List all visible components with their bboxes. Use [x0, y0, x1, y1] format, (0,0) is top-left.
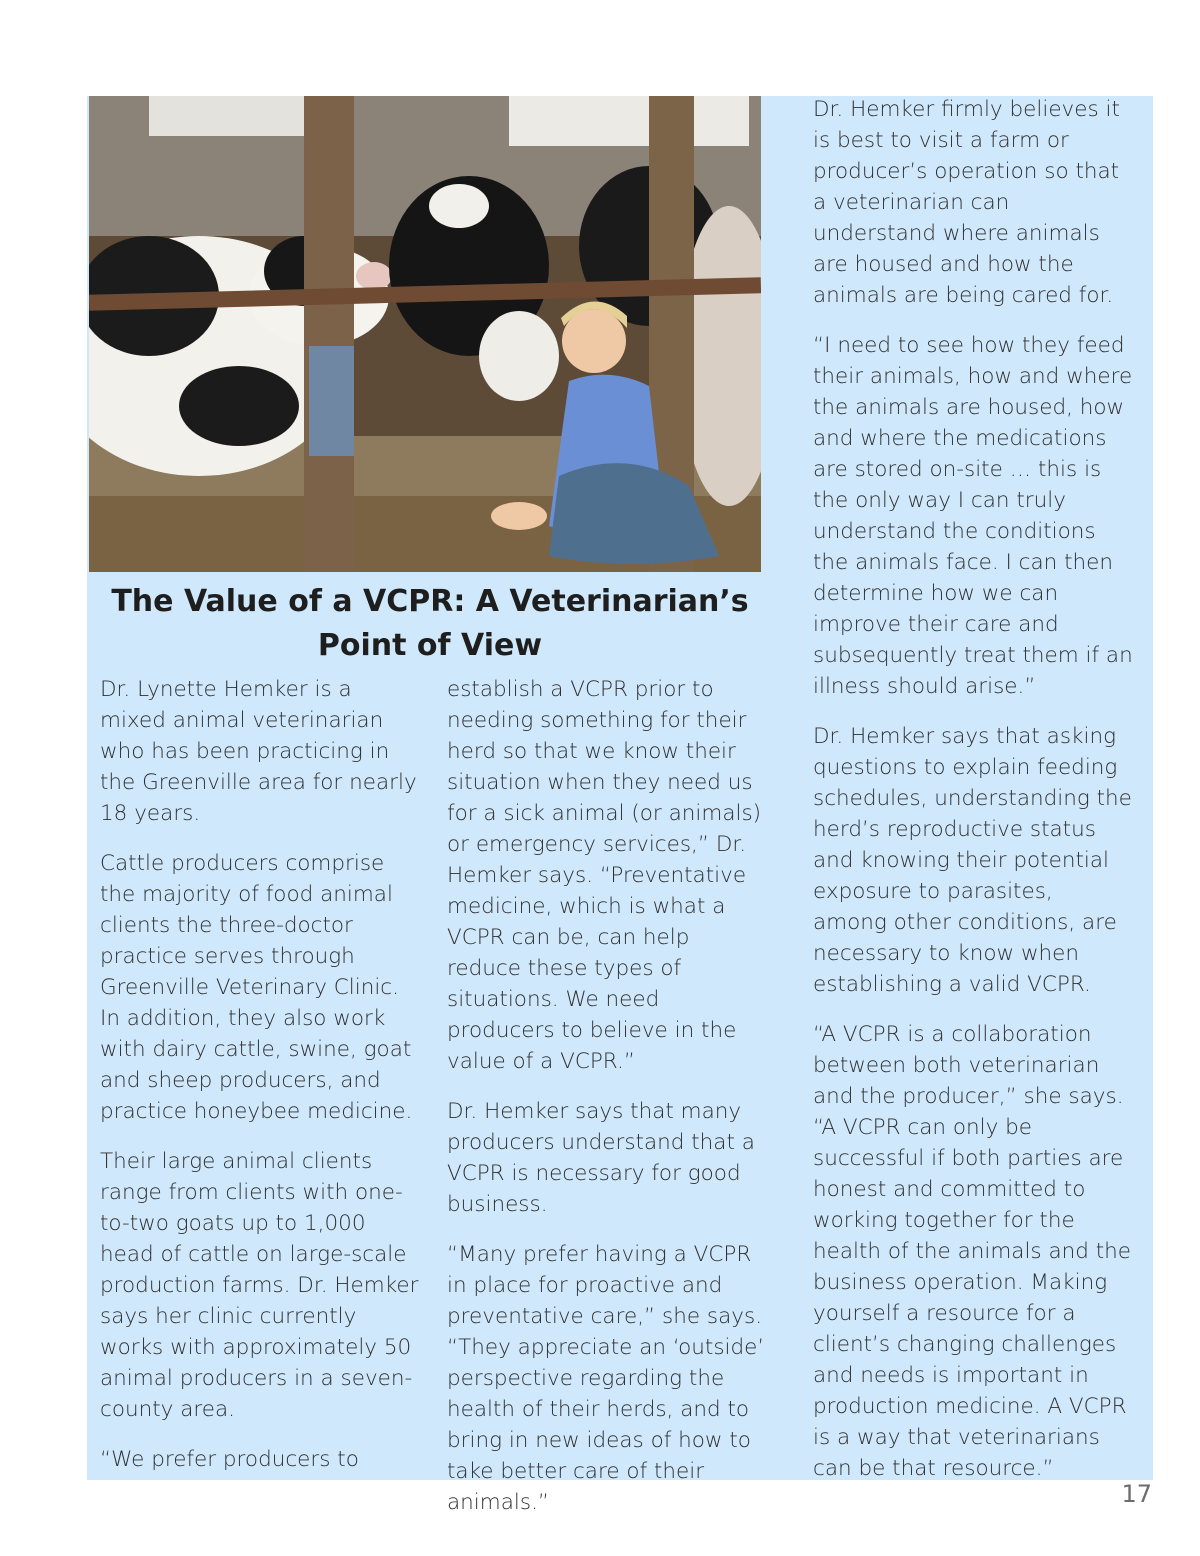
- paragraph: Cattle producers comprise the majority of food animal clients the three-doctor practice serves through Greenville Veterinary Clinic. In addition, they also work with dairy cattle, swine, goat and sheep producers, and practice honeybee medicine.: [100, 851, 413, 1124]
- page-number: 17: [1121, 1480, 1152, 1508]
- paragraph: “A VCPR is a collaboration between both veterinarian and the producer,” she says. “A VCPR can only be successful if both parties are honest and committed to working together for the health of the animals and the business operation. Making yourself a resource for a client’s changing challenges and needs is important in production medicine. A VCPR is a way that veterinarians can be that resource.”: [813, 1022, 1132, 1481]
- paragraph: establish a VCPR prior to needing something for their herd so that we know their situation when they need us for a sick animal (or animals) or emergency services,” Dr. Hemker says. “Preventative medicine, which is what a VCPR can be, can help reduce these types of situations. We need producers to believe in the value of a VCPR.”: [447, 677, 762, 1074]
- article-column-2: [447, 674, 767, 1537]
- paragraph: Dr. Hemker says that many producers understand that a VCPR is necessary for good business.: [447, 1099, 755, 1217]
- paragraph: “Many prefer having a VCPR in place for proactive and preventative care,” she says. “They appreciate an ‘outside’ perspective regarding the health of their herds, and to bring in new ideas of how to take better care of their animals.”: [447, 1242, 765, 1515]
- article-title-line-2: Point of View: [317, 628, 543, 663]
- paragraph: Their large animal clients range from clients with one-to-two goats up to 1,000 head of cattle on large-scale production farms. Dr. Hemker says her clinic currently works with approximately 50 animal producers in a seven-county area.: [100, 1149, 419, 1422]
- paragraph: Dr. Lynette Hemker is a mixed animal veterinarian who has been practicing in the Greenville area for nearly 18 years.: [100, 677, 417, 826]
- paragraph: “We prefer producers to: [100, 1447, 359, 1472]
- paragraph: Dr. Hemker firmly believes it is best to visit a farm or producer’s operation so that a veterinarian can understand where animals are housed and how the animals are being cared for.: [813, 97, 1120, 308]
- barn-photo-illustration: [89, 96, 761, 572]
- article-photo: [89, 96, 761, 572]
- article-title: [96, 580, 764, 668]
- paragraph: “I need to see how they feed their animals, how and where the animals are housed, how and where the medications are stored on-site … this is the only way I can truly understand the conditions the animals face. I can then determine how we can improve their care and subsequently treat them if an illness should arise.”: [813, 333, 1133, 699]
- article-title-line-1: The Value of a VCPR: A Veterinarian’s: [111, 584, 749, 619]
- article-column-3: [813, 94, 1133, 1503]
- paragraph: Dr. Hemker says that asking questions to explain feeding schedules, understanding the herd’s reproductive status and knowing their potential exposure to parasites, among other conditions, are necessary to know when establishing a valid VCPR.: [813, 724, 1132, 997]
- article-column-1: [100, 674, 420, 1494]
